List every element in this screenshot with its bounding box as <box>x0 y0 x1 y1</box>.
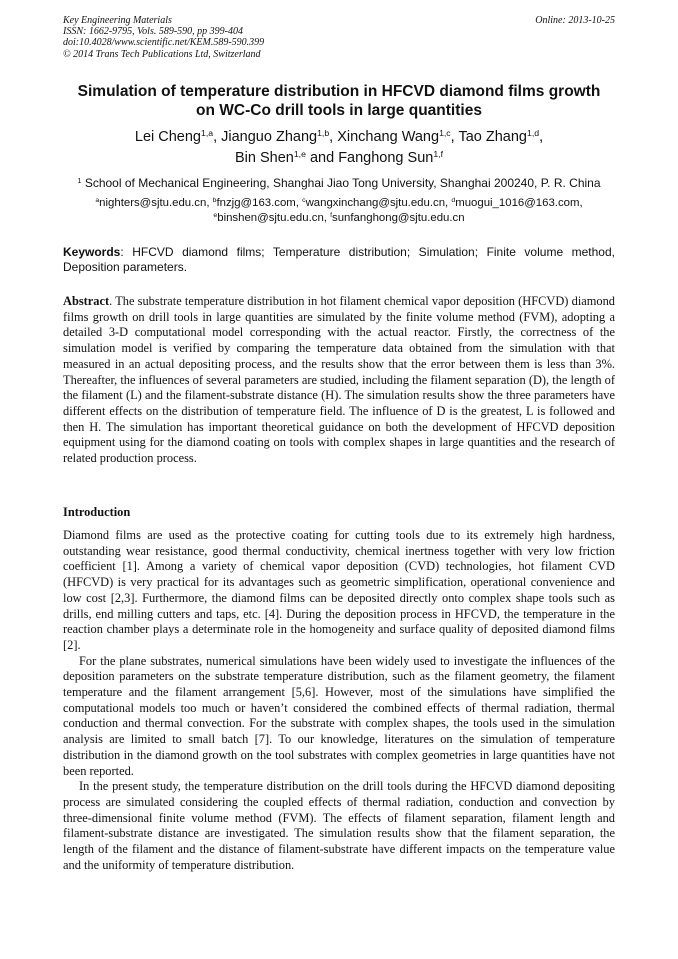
author-name: Jianguo Zhang <box>221 129 318 145</box>
email-link[interactable]: wangxinchang@sjtu.edu.cn, <box>305 197 449 209</box>
abstract-text: . The substrate temperature distribution in hot filament chemical vapor deposition (HFCVD) diamond films growth on drill tools in large quantities are simulated by the finite volume method (FVM), adopting a detailed 3-D computational model corresponding with the actual reactor. Firstly, the correctness of the simulation model is verified by comparing the temperature data obtained from the simulation with that measured in an actual depositing process, and the results show that the error between them is less than 3%. Thereafter, the influences of several parameters are studied, including the filament separation (D), the length of the filament (L) and the filament-substrate distance (H). The simulation results show the three parameters have different effects on the distribution of temperature field. The influence of D is the greatest, L is followed and then H. The simulation has important theoretical guidance on both the development of HFCVD deposition equipment using for the diamond coating on tools with complex shapes in large quantities and the research of related production process. <box>63 294 615 466</box>
email-sup: e <box>213 211 218 219</box>
email-link[interactable]: nighters@sjtu.edu.cn, <box>99 197 210 209</box>
online-date: Online: 2013-10-25 <box>535 15 615 26</box>
email-sup: f <box>330 211 333 219</box>
intro-paragraph-2: For the plane substrates, numerical simulations have been widely used to investigate the influences of the deposition parameters on the substrate temperature distribution, such as the filament geometry, the filament temperature and the filament arrangement [5,6]. However, most of the simulations have simplified the computational models too much or haven’t considered the combined effects of thermal radiation, thermal conduction and thermal convection. For the substrate with complex shapes, the tools used in the simulation analysis are limited to small batch [7]. To our knowledge, literatures on the simulation of temperature distribution in the diamond growth on the tool substrates with complex geometries in large quantities have not been reported. <box>63 653 615 778</box>
affiliation-sup: 1 <box>77 176 82 186</box>
copyright-line: © 2014 Trans Tech Publications Ltd, Switzerland <box>63 48 261 60</box>
author-sup: 1,b <box>317 128 330 139</box>
authors-line-1: Lei Cheng$^{1,a}$, Jianguo Zhang$^{1,b}$, Xinchang Wang$^{1,c}$, Tao Zhang$^{1,d}$, <box>134 128 544 145</box>
author-name: Tao Zhang <box>458 129 527 145</box>
title-line-2: on WC-Co drill tools in large quantities <box>196 102 482 119</box>
author-name: Fanghong Sun <box>338 150 434 166</box>
author-list <box>40 127 638 169</box>
emails-line-2 <box>40 211 638 226</box>
title-line-1: Simulation of temperature distribution in HFCVD diamond films growth <box>77 83 601 100</box>
abstract <box>63 294 615 467</box>
email-sup: d <box>451 197 456 205</box>
author-name: Bin Shen <box>234 150 294 166</box>
affiliation <box>40 176 638 191</box>
author-sup: 1,d <box>526 128 540 139</box>
issn-line: ISSN: 1662-9795, Vols. 589-590, pp 399-404 <box>63 26 243 38</box>
paper-title <box>40 82 638 120</box>
emails-line-1 <box>40 196 638 211</box>
email-link[interactable]: binshen@sjtu.edu.cn, <box>217 211 327 224</box>
author-sup: 1,c <box>439 128 451 139</box>
author-sup: 1,f <box>433 149 443 160</box>
author-name: Lei Cheng <box>134 129 201 145</box>
keywords-label: Keywords <box>63 245 121 259</box>
intro-paragraph-3: In the present study, the temperature distribution on the drill tools during the HFCVD diamond depositing process are simulated considering the coupled effects of thermal radiation, conduction and convection by three-dimensional finite volume method (FVM). The effects of filament separation, filament length and filament-substrate distance are investigated. The simulation results show that the filament separation, the length of the filament and the distance of filament-substrate have different impacts on the temperature value and the uniformity of temperature distribution. <box>63 779 615 872</box>
doi-line: doi:10.4028/www.scientific.net/KEM.589-590.399 <box>63 37 265 49</box>
introduction-heading: Introduction <box>63 505 131 519</box>
email-sup: b <box>212 197 217 205</box>
keywords <box>63 245 615 275</box>
email-link[interactable]: fnzjg@163.com, <box>216 197 299 209</box>
email-link[interactable]: sunfanghong@sjtu.edu.cn <box>332 211 465 224</box>
author-sup: 1,a <box>201 128 214 139</box>
intro-paragraph-1: Diamond films are used as the protective coating for cutting tools due to its extremely high hardness, outstanding wear resistance, good thermal conductivity, chemical inertness together with very low friction coefficient [1]. Among a variety of chemical vapor deposition (CVD) technologies, hot filament CVD (HFCVD) is very practical for its advantages such as geometric simplification, operational convenience and low cost [2,3]. Furthermore, the diamond films can be deposited directly onto complex shape tools such as drills, end milling cutters and taps, etc. [4]. During the deposition process in HFCVD, the temperature in the reaction chamber plays a determinate role in the homogeneity and surface quality of deposited diamond films [2]. <box>63 528 615 652</box>
journal-name: Key Engineering Materials <box>63 15 172 26</box>
email-link[interactable]: muogui_1016@163.com, <box>455 197 583 209</box>
authors-line-2 <box>40 148 638 169</box>
introduction-body <box>63 528 615 873</box>
email-sup: c <box>302 197 306 205</box>
journal-header <box>63 15 615 60</box>
author-name: Xinchang Wang <box>337 129 440 145</box>
email-sup: a <box>95 197 100 205</box>
author-sup: 1,e <box>293 149 306 160</box>
keywords-text: : HFCVD diamond films; Temperature distribution; Simulation; Finite volume method, Deposition parameters. <box>63 245 615 274</box>
author-and: and <box>309 150 335 166</box>
author-emails <box>40 196 638 225</box>
abstract-label: Abstract <box>63 294 110 308</box>
affiliation-text: School of Mechanical Engineering, Shanghai Jiao Tong University, Shanghai 200240, P. R. China <box>84 176 601 190</box>
